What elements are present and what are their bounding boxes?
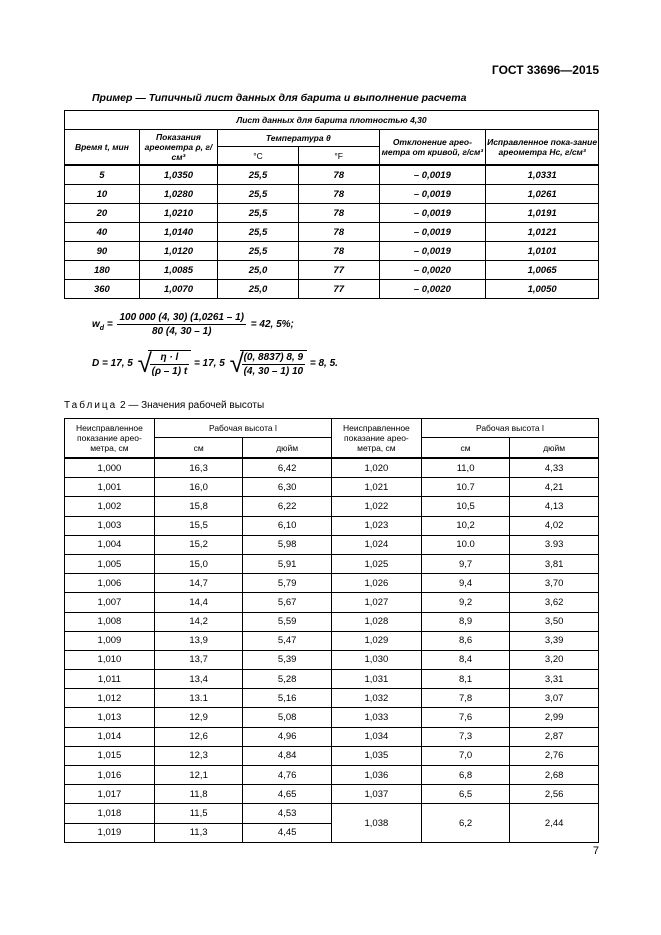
table-cell: 1,0261 xyxy=(486,185,599,204)
table-cell: 11,8 xyxy=(154,785,243,804)
table-row xyxy=(65,612,599,631)
header-height-left: Рабочая высота l xyxy=(154,419,331,438)
table-cell: 1,030 xyxy=(331,650,421,669)
table-cell: 6,30 xyxy=(243,478,332,497)
table-cell: 8,4 xyxy=(421,650,510,669)
table-cell: 2,87 xyxy=(510,727,599,746)
header-uncorrected-right: Неисправленное показание арео-метра, см xyxy=(331,419,421,459)
table-cell: 1,020 xyxy=(331,458,421,478)
table-cell: 6,10 xyxy=(243,516,332,535)
table-cell: – 0,0019 xyxy=(379,223,486,242)
table-cell: 360 xyxy=(65,280,140,299)
header-temp-f: °F xyxy=(298,147,379,165)
table-cell: 1,0350 xyxy=(139,165,217,185)
table-cell: 11,0 xyxy=(421,458,510,478)
table-cell: 7,6 xyxy=(421,708,510,727)
table-cell: 1,029 xyxy=(331,631,421,650)
table-row xyxy=(65,727,599,746)
table-cell: 77 xyxy=(298,261,379,280)
table-cell: 78 xyxy=(298,185,379,204)
table-row xyxy=(65,458,599,478)
table-cell: 1,038 xyxy=(331,804,421,842)
table-row xyxy=(65,204,599,223)
table-cell: 78 xyxy=(298,242,379,261)
table-cell: 1,014 xyxy=(65,727,155,746)
table-cell: 10,5 xyxy=(421,497,510,516)
header-deviation: Отклонение арео-метра от кривой, г/см³ xyxy=(379,130,486,166)
table-cell: – 0,0020 xyxy=(379,280,486,299)
table-cell: 1,032 xyxy=(331,689,421,708)
table-cell: 1,008 xyxy=(65,612,155,631)
table-cell: 10,2 xyxy=(421,516,510,535)
table-cell: 1,0121 xyxy=(486,223,599,242)
table-cell: – 0,0020 xyxy=(379,261,486,280)
table-cell: 25,5 xyxy=(218,165,299,185)
table-cell: 8,1 xyxy=(421,670,510,689)
table-cell: 4,02 xyxy=(510,516,599,535)
table-cell: – 0,0019 xyxy=(379,204,486,223)
table-cell: 1,024 xyxy=(331,535,421,554)
table-cell: 1,021 xyxy=(331,478,421,497)
table-cell: 90 xyxy=(65,242,140,261)
table-cell: 1,0191 xyxy=(486,204,599,223)
table-cell: 1,011 xyxy=(65,670,155,689)
table-cell: 1,0120 xyxy=(139,242,217,261)
table-cell: 1,0140 xyxy=(139,223,217,242)
table-cell: 14,4 xyxy=(154,593,243,612)
header-uncorrected-left: Неисправленное показание арео-метра, см xyxy=(65,419,155,459)
table-cell: 1,0101 xyxy=(486,242,599,261)
table-cell: 16,3 xyxy=(154,458,243,478)
table-cell: 2,68 xyxy=(510,766,599,785)
table-row xyxy=(65,650,599,669)
table-cell: 1,012 xyxy=(65,689,155,708)
sqrt-numeric: √ $\frac{(0, 8837) 8, 9}{(4, 30 - 1) 10}$ xyxy=(230,350,307,377)
table-cell: 3,07 xyxy=(510,689,599,708)
header-inch-right: дюйм xyxy=(510,438,599,458)
table-cell: 4,45 xyxy=(243,823,332,842)
table-cell: 4,65 xyxy=(243,785,332,804)
table-row xyxy=(65,516,599,535)
table-cell: 12,3 xyxy=(154,746,243,765)
header-time: Время t, мин xyxy=(65,130,140,166)
formula-wd-fraction: $\frac{100 000 (4, 30) (1,0261 - 1)}{80 (4, 30 - 1)}$ xyxy=(119,312,244,337)
table-cell: 4,33 xyxy=(510,458,599,478)
table-cell: 20 xyxy=(65,204,140,223)
table-cell: 1,016 xyxy=(65,766,155,785)
table-row xyxy=(65,261,599,280)
table-cell: 1,0070 xyxy=(139,280,217,299)
header-cm-left: см xyxy=(154,438,243,458)
table-cell: 1,001 xyxy=(65,478,155,497)
example-title: Пример — Типичный лист данных для барита и выполнение расчета xyxy=(92,92,467,104)
page-number: 7 xyxy=(592,845,599,857)
table-cell: 25,5 xyxy=(218,242,299,261)
table-cell: 5,79 xyxy=(243,574,332,593)
table-cell: 3,81 xyxy=(510,554,599,573)
working-height-table xyxy=(64,418,599,843)
table-cell: 1,005 xyxy=(65,554,155,573)
table-row xyxy=(65,804,599,823)
table-cell: 1,003 xyxy=(65,516,155,535)
table-cell: 25,5 xyxy=(218,204,299,223)
table-cell: 5,28 xyxy=(243,670,332,689)
header-cm-right: см xyxy=(421,438,510,458)
table-cell: 1,023 xyxy=(331,516,421,535)
header-reading: Показания ареометра ρ, г/см³ xyxy=(139,130,217,166)
table-cell: 1,0280 xyxy=(139,185,217,204)
table-cell: 180 xyxy=(65,261,140,280)
table-cell: 6,5 xyxy=(421,785,510,804)
table-cell: 13,4 xyxy=(154,670,243,689)
table-row xyxy=(65,785,599,804)
table-cell: 3,39 xyxy=(510,631,599,650)
table-cell: 1,013 xyxy=(65,708,155,727)
table-cell: 1,002 xyxy=(65,497,155,516)
header-height-right: Рабочая высота l xyxy=(421,419,598,438)
table-row xyxy=(65,280,599,299)
table-cell: 1,0050 xyxy=(486,280,599,299)
table1-caption: Лист данных для барита плотностью 4,30 xyxy=(65,111,599,130)
table-cell: 8,9 xyxy=(421,612,510,631)
table-cell: 1,022 xyxy=(331,497,421,516)
table-cell: 2,99 xyxy=(510,708,599,727)
table-cell: 3,70 xyxy=(510,574,599,593)
table-cell: 14,2 xyxy=(154,612,243,631)
table-cell: 1,0331 xyxy=(486,165,599,185)
table-cell: 1,028 xyxy=(331,612,421,631)
table2-caption: Таблица 2 — Значения рабочей высоты xyxy=(64,400,265,411)
table-cell: 5,59 xyxy=(243,612,332,631)
table-cell: 1,017 xyxy=(65,785,155,804)
table-cell: 1,009 xyxy=(65,631,155,650)
header-inch-left: дюйм xyxy=(243,438,332,458)
table-cell: 25,5 xyxy=(218,223,299,242)
table-row xyxy=(65,535,599,554)
table-cell: 9,2 xyxy=(421,593,510,612)
table-cell: 1,031 xyxy=(331,670,421,689)
header-temperature: Температура θ xyxy=(218,130,379,147)
table-cell: 1,007 xyxy=(65,593,155,612)
table-cell: 11,5 xyxy=(154,804,243,823)
table-cell: 3,31 xyxy=(510,670,599,689)
table-cell: 1,025 xyxy=(331,554,421,573)
table-cell: 78 xyxy=(298,165,379,185)
table-cell: 11,3 xyxy=(154,823,243,842)
table-cell: 25,0 xyxy=(218,280,299,299)
table-cell: 15,2 xyxy=(154,535,243,554)
table-cell: 15,0 xyxy=(154,554,243,573)
table-cell: 5,08 xyxy=(243,708,332,727)
table-cell: 7,3 xyxy=(421,727,510,746)
table-row xyxy=(65,766,599,785)
table-cell: 3,62 xyxy=(510,593,599,612)
table-cell: 5,98 xyxy=(243,535,332,554)
table-cell: 1,037 xyxy=(331,785,421,804)
table-cell: – 0,0019 xyxy=(379,242,486,261)
table-row xyxy=(65,670,599,689)
table-cell: 77 xyxy=(298,280,379,299)
table-cell: 78 xyxy=(298,204,379,223)
table-row xyxy=(65,497,599,516)
table-cell: 13.1 xyxy=(154,689,243,708)
table-cell: 1,000 xyxy=(65,458,155,478)
table-row xyxy=(65,593,599,612)
table-cell: 15,5 xyxy=(154,516,243,535)
table-cell: 1,027 xyxy=(331,593,421,612)
table-cell: – 0,0019 xyxy=(379,165,486,185)
document-id: ГОСТ 33696—2015 xyxy=(491,63,599,77)
table-cell: 13,7 xyxy=(154,650,243,669)
table-cell: 4,53 xyxy=(243,804,332,823)
table-cell: 1,019 xyxy=(65,823,155,842)
table-cell: 5,39 xyxy=(243,650,332,669)
table-cell: 14,7 xyxy=(154,574,243,593)
table-cell: 1,026 xyxy=(331,574,421,593)
table-cell: 6,2 xyxy=(421,804,510,842)
table-cell: 1,004 xyxy=(65,535,155,554)
table-cell: 25,0 xyxy=(218,261,299,280)
table-cell: 1,034 xyxy=(331,727,421,746)
barite-data-table xyxy=(64,110,599,299)
table-cell: 1,015 xyxy=(65,746,155,765)
sqrt-symbolic: √ $\frac{\eta \cdot l}{(\rho - 1) t}$ xyxy=(138,350,192,377)
table-cell: 4,21 xyxy=(510,478,599,497)
table-row xyxy=(65,185,599,204)
table-cell: 2,76 xyxy=(510,746,599,765)
formula-d: D = 17, 5 √ $\frac{\eta \cdot l}{(\rho - 1) t}$ = 17, 5 √ $\frac{(0, 8837) 8, 9}{(4, 30 - 1) 10}$ = 8, 5. xyxy=(92,348,338,378)
table-cell: 5,47 xyxy=(243,631,332,650)
table-cell: 1,010 xyxy=(65,650,155,669)
table-row xyxy=(65,574,599,593)
table-cell: 8,6 xyxy=(421,631,510,650)
table-cell: 6,42 xyxy=(243,458,332,478)
table-cell: – 0,0019 xyxy=(379,185,486,204)
table-cell: 5 xyxy=(65,165,140,185)
table-cell: 4,76 xyxy=(243,766,332,785)
table-cell: 5,16 xyxy=(243,689,332,708)
table-cell: 7,8 xyxy=(421,689,510,708)
header-corrected: Исправленное пока-зание ареометра Hc, г/см³ xyxy=(486,130,599,166)
table-row xyxy=(65,689,599,708)
table-row xyxy=(65,223,599,242)
table-cell: 10.0 xyxy=(421,535,510,554)
table-cell: 1,033 xyxy=(331,708,421,727)
table-row xyxy=(65,631,599,650)
header-temp-c: °C xyxy=(218,147,299,165)
table-cell: 40 xyxy=(65,223,140,242)
table-cell: 9,4 xyxy=(421,574,510,593)
table-cell: 1,0210 xyxy=(139,204,217,223)
table-cell: 2,44 xyxy=(510,804,599,842)
table-cell: 1,018 xyxy=(65,804,155,823)
table-cell: 2,56 xyxy=(510,785,599,804)
table-cell: 12,6 xyxy=(154,727,243,746)
table-cell: 1,006 xyxy=(65,574,155,593)
table-cell: 4,13 xyxy=(510,497,599,516)
table-row xyxy=(65,708,599,727)
table-cell: 5,91 xyxy=(243,554,332,573)
table-cell: 12,9 xyxy=(154,708,243,727)
table-row xyxy=(65,242,599,261)
table-cell: 1,036 xyxy=(331,766,421,785)
table-cell: 16,0 xyxy=(154,478,243,497)
table-cell: 6,22 xyxy=(243,497,332,516)
table-cell: 25,5 xyxy=(218,185,299,204)
table-cell: 13,9 xyxy=(154,631,243,650)
table-cell: 78 xyxy=(298,223,379,242)
table-cell: 10 xyxy=(65,185,140,204)
table-cell: 3,50 xyxy=(510,612,599,631)
formula-wd: $w_d$ = $\frac{100 000 (4, 30) (1,0261 - 1)}{80 (4, 30 - 1)}$ = 42, 5%; xyxy=(92,312,294,337)
table-cell: 6,8 xyxy=(421,766,510,785)
table-cell: 15,8 xyxy=(154,497,243,516)
table-cell: 1,0085 xyxy=(139,261,217,280)
table-cell: 4,84 xyxy=(243,746,332,765)
table-row xyxy=(65,478,599,497)
table-row xyxy=(65,746,599,765)
table-cell: 3.93 xyxy=(510,535,599,554)
table-cell: 9,7 xyxy=(421,554,510,573)
table-cell: 3,20 xyxy=(510,650,599,669)
table-cell: 5,67 xyxy=(243,593,332,612)
table-row xyxy=(65,554,599,573)
table-cell: 10.7 xyxy=(421,478,510,497)
table-cell: 12,1 xyxy=(154,766,243,785)
table-cell: 1,0065 xyxy=(486,261,599,280)
table-cell: 1,035 xyxy=(331,746,421,765)
table-cell: 7,0 xyxy=(421,746,510,765)
table-row xyxy=(65,165,599,185)
table-cell: 4,96 xyxy=(243,727,332,746)
